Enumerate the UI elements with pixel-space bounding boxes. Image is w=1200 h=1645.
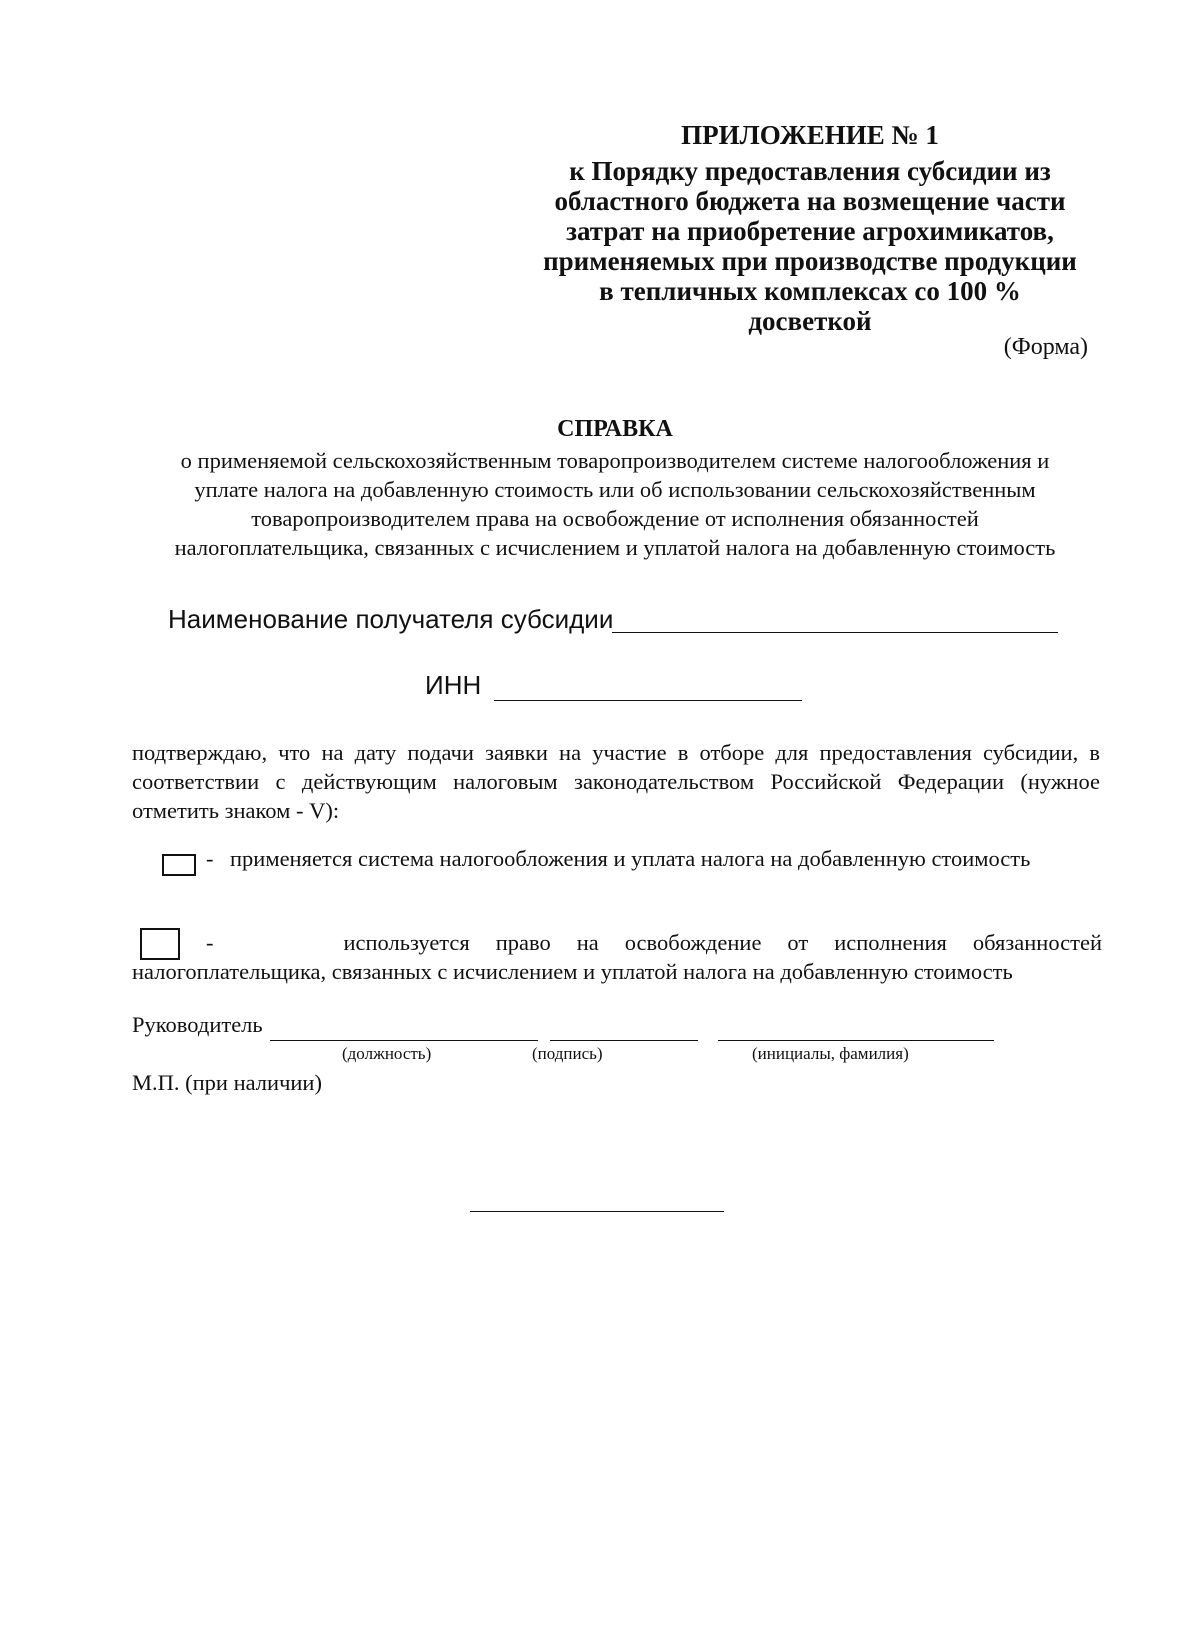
inn-field[interactable]	[494, 700, 802, 701]
name-caption: (инициалы, фамилия)	[752, 1044, 909, 1063]
end-divider	[470, 1211, 724, 1212]
option-text-line1	[206, 928, 1102, 957]
confirmation-text: подтверждаю, что на дату подачи заявки на участие в отборе для предоставления субсидии, в соответствии с действующим налоговым законодательством Российской Федерации (нужное отметить знаком - V):	[132, 740, 1100, 823]
form-note: (Форма)	[1003, 334, 1088, 360]
appendix-line: к Порядку предоставления субсидии из	[569, 156, 1051, 186]
appendix-line: областного бюджета на возмещение части	[554, 186, 1066, 216]
inn-label: ИНН	[425, 670, 482, 700]
position-caption: (должность)	[342, 1044, 432, 1063]
option-dash: -	[206, 846, 214, 871]
option-text: применяется система налогообложения и уплата налога на добавленную стоимость	[230, 846, 1031, 871]
checkbox-vat-exemption[interactable]	[140, 928, 180, 960]
name-field[interactable]	[718, 1040, 994, 1041]
head-label: Руководитель	[132, 1012, 263, 1037]
subtitle-line: уплате налога на добавленную стоимость или об использовании сельскохозяйственным	[194, 477, 1036, 502]
subtitle-line: товаропроизводителем права на освобождение от исполнения обязанностей	[251, 506, 979, 531]
appendix-line: досветкой	[748, 306, 872, 336]
position-field[interactable]	[270, 1040, 538, 1041]
subtitle-line: налогоплательщика, связанных с исчислением и уплатой налога на добавленную стоимость	[174, 535, 1056, 560]
appendix-title: ПРИЛОЖЕНИЕ № 1	[681, 120, 939, 150]
recipient-name-label: Наименование получателя субсидии	[168, 604, 614, 634]
appendix-header	[520, 120, 1100, 336]
checkbox-vat-payment[interactable]	[162, 854, 196, 876]
document-subtitle	[120, 446, 1110, 562]
recipient-name-field[interactable]	[612, 632, 1058, 633]
option-text-line2: налогоплательщика, связанных с исчислением и уплатой налога на добавленную стоимость	[132, 959, 1013, 984]
option-dash: -	[206, 930, 214, 955]
subtitle-line: о применяемой сельскохозяйственным товаропроизводителем системе налогообложения и	[180, 448, 1050, 473]
appendix-line: в тепличных комплексах со 100 %	[599, 276, 1021, 306]
document-title: СПРАВКА	[557, 416, 673, 442]
stamp-label: М.П. (при наличии)	[132, 1070, 322, 1095]
option-text: используется право на освобождение от исполнения обязанностей	[343, 930, 1102, 955]
signature-field[interactable]	[550, 1040, 698, 1041]
signature-caption: (подпись)	[532, 1044, 603, 1063]
appendix-line: затрат на приобретение агрохимикатов,	[566, 216, 1054, 246]
appendix-line: применяемых при производстве продукции	[543, 246, 1077, 276]
